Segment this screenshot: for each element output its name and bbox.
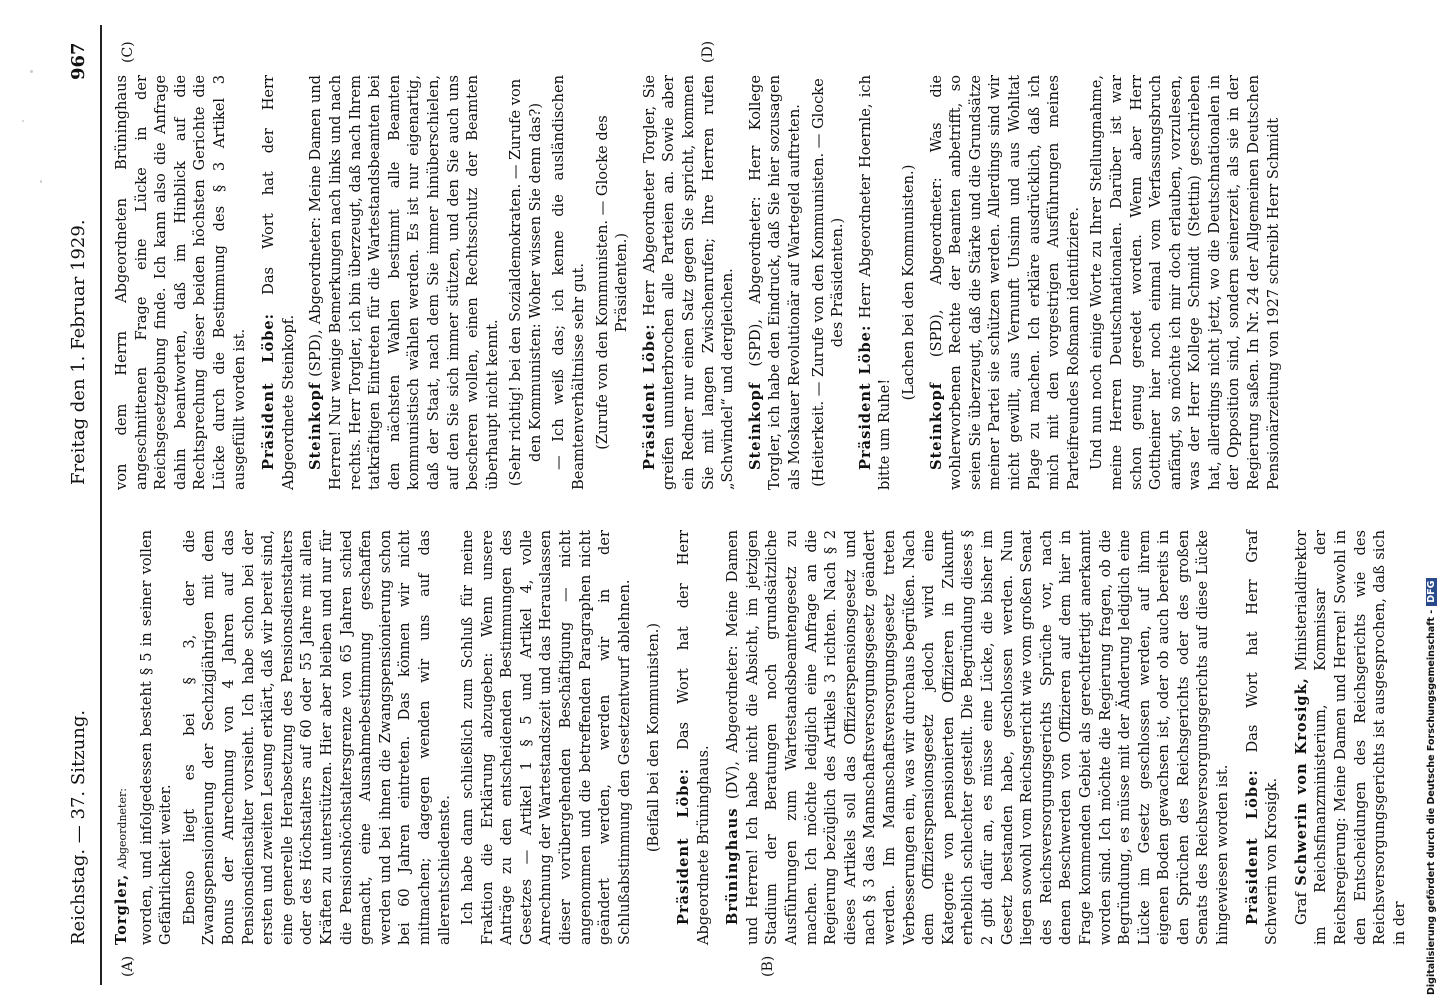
paragraph: Ebenso liegt es bei § 3, der die Zwangspensionierung der Sechzigjährigen mit dem Bonus der Anrechnung von 4 Jahren auf das Pensionsdienstalter vorsieht. Ich habe schon bei der ersten und zweiten Lesung erklärt, daß wir bereit sind, eine generelle Herabsetzung des Pensionsdienstalters oder des Höchstalters auf 60 oder 55 Jahre mit allen Kräften zu unterstützen. Hier aber bleiben und nur für die Pensionshöchstaltersgrenze von 65 Jahren schied gemacht, eine Ausnahmebestimmung geschaffen werden und bei ihnen die Zwangspensionierung schon bei 60 Jahren eintreten. Das können wir nicht mitmachen; dagegen wenden wir uns auf das allerentschiedenste. (180, 530, 453, 945)
paragraph: Und nun noch einige Worte zu Ihrer Stellungnahme, meine Herren Deutschnationalen. Darüber ist war schon genug geredet worden. Wenn aber Herr Gottheiner hier noch einmal vom Verfassungsbruch anfängt, so möchte ich mir doch erlauben, vorzulesen, was der Herr Kollege Schmidt (Stettin) geschrieben hat, allerdings nicht jetzt, wo die Deutschnationalen in der Opposition sind, sondern seinerzeit, als sie in der Regierung saßen. In Nr. 24 der Allgemeinen Deutschen Pensionärzeitung von 1927 schreibt Herr Schmidt (1088, 75, 1282, 490)
interjection: (Sehr richtig! bei den Sozialdemokraten. — Zurufe von den Kommunisten: Woher wissen Sie denn das?) (507, 78, 544, 487)
paragraph: Ich habe dann schließlich zum Schluß für meine Fraktion die Erklärung abzugeben: Wenn unsere Anträge zu den entscheidenden Bestimmungen des Gesetzes — Artikel 1 § 5 und Artikel 4, volle Anrechnung der Wartestandszeit und das Herauslassen dieser vorübergehenden Beschäftigung — nicht angenommen und die betreffenden Paragraphen nicht geändert werden, werden wir in der Schlußabstimmung den Gesetzentwurf ablehnen. (459, 530, 633, 945)
speech: Steinkopf (SPD), Abgeordneter: Was die wohlerworbenen Rechte der Beamten anbetrifft, so seien Sie überzeugt, daß die Stärke und die Grundsätze meiner Partei sie schützen werden. Allerdings sind wir nicht gewillt, aus Vernunft Unsinn und aus Wohltat Plage zu machen. Ich erkläre ausdrücklich, daß ich mich mit den vorgestrigen Ausführungen meines Parteifreundes Roßmann identifiziere. (927, 74, 1082, 490)
president-remark: Präsident Löbe: Das Wort hat Herr Graf Schwerin von Krosigk. (1243, 529, 1281, 945)
speech: Brüninghaus (DV), Abgeordneter: Meine Damen und Herren! Ich habe nicht die Absicht, im jetzigen Stadium der Beratungen noch grundsätzliche Ausführungen zum Wartestandsbeamtengesetz zu machen. Ich möchte lediglich eine Anfrage an die Regierung bezüglich des Artikels 3 richten. Nach § 2 dieses Artikels soll das Offizierspensionsgesetz und nach § 3 das Mannschaftsversorgungsgesetz geändert werden. Im Mannschaftsversorgungsgesetz treten Verbesserungen ein, was wir durchaus begrüßen. Nach dem Offizierspensionsgesetz jedoch wird eine Kategorie von pensionierten Offizieren in Zukunft erheblich schlechter gestellt. Die Begründung dieses § 2 gibt dafür an, es müsse eine Lücke, die bisher im Gesetz bestanden habe, geschlossen werden. Nun liegen sowohl vom Reichsgericht wie vom großen Senat des Reichsversorgungsgerichts Sprüche vor, nach denen Beschwerden von Offizieren auf dem hier in Frage kommenden Gebiet als gerechtfertigt anerkannt worden sind. Ich möchte die Regierung fragen, ob die Begründung, es müsse mit der Änderung lediglich eine Lücke im Gesetz geschlossen werden, auf ihrem eigenen Boden gewachsen ist, oder ob auch bereits in den Sprüchen des Reichsgerichts oder des großen Senats des Reichsversorgungsgerichts auf diese Lücke hingewiesen worden ist. (724, 529, 1232, 945)
marker-d: (D) (700, 40, 716, 63)
header-left: Reichstag. — 37. Sitzung. (68, 709, 89, 945)
interjection: (Lachen bei den Kommunisten.) (899, 164, 917, 401)
digitization-credit: Digitalisierung gefördert durch die Deutsche Forschungsgemeinschaft -DFG (1426, 578, 1437, 995)
president-remark: Präsident Löbe: Das Wort hat der Herr Abgeordnete Steinkopf. (260, 74, 297, 490)
interjection: (Zurufe von den Kommunisten. — Glocke des Präsidenten.) (593, 115, 631, 450)
dfg-logo: DFG (1426, 578, 1437, 606)
paragraph: von dem Herrn Abgeordneten Brüninghaus angeschnittenen Frage eine Lücke in der Reichsgesetzgebung finde. Ich kann also die Anfrage dahin beantworten, daß im Hinblick auf die Rechtsprechung dieser beiden höchsten Gerichte die Lücke durch die Bestimmung des § 3 Artikel 3 ausgefüllt worden ist. (113, 75, 248, 490)
right-column (112, 75, 1287, 490)
marker-a: (A) (120, 955, 136, 977)
speaker-intro: Torgler, Abgeordneter: (113, 788, 130, 945)
president-remark: Präsident Löbe: Das Wort hat der Herr Abgeordnete Brüninghaus. (675, 529, 712, 945)
president-remark: Präsident Löbe: Herr Abgeordneter Torgler, Sie greifen ununterbrochen alle Parteien an. Sowie aber ein Redner nur einen Satz gegen Sie spricht, kommen Sie mit langen Zwischenrufen; Ihre Herren rufen „Schwindel“ und dergleichen. (640, 74, 737, 490)
speech: Graf Schwerin von Krosigk, Ministerialdirektor im Reichsfinanzministerium, Kommissar der Reichsregierung: Meine Damen und Herren! Sowohl in den Entscheidungen des Reichsgerichts wie des Reichsversorgungsgerichts ist ausgesprochen, daß sich in der (1292, 529, 1408, 945)
speech: Steinkopf (SPD), Abgeordneter: Herr Kollege Torgler, ich habe den Eindruck, daß Sie hier sozusagen als Moskauer Revolutionär auf Wartegeld auftreten. (746, 74, 803, 490)
page-number: 967 (68, 42, 89, 80)
speech: Steinkopf (SPD), Abgeordneter: Meine Damen und Herren! Nur wenige Bemerkungen nach links und nach rechts. Herr Torgler, ich bin überzeugt, daß nach Ihrem tatkräftigen Eintreten für die Wartestandsbeamten bei den nächsten Wahlen bestimmt alle Beamten kommunistisch wählen werden. Es ist nur eigenartig, daß der Staat, nach dem Sie immer hinüberschielen, auf den Sie sich immer stützen, und den Sie auch uns bescheren wollen, einen Rechtsschutz der Beamten überhaupt nicht kennt. (307, 74, 501, 490)
interjection: (Heiterkeit. — Zurufe von den Kommunisten. — Glocke des Präsidenten.) (809, 78, 847, 487)
paragraph: — Ich weiß das; ich kenne die ausländischen Beamtenverhältnisse sehr gut. (550, 75, 588, 490)
president-remark: Präsident Löbe: Herr Abgeordneter Hoernle, ich bitte um Ruhe! (856, 74, 894, 490)
page-header (60, 25, 100, 985)
marker-c: (C) (120, 41, 136, 63)
applause-note: (Beifall bei den Kommunisten.) (645, 622, 663, 853)
header-rule (100, 25, 102, 985)
left-column (112, 530, 1413, 945)
paragraph: worden, und infolgedessen besteht § 5 in seiner vollen Gefährlichkeit weiter. (137, 530, 175, 945)
rotated-document-page (60, 25, 1408, 985)
marker-b: (B) (760, 955, 776, 977)
header-date: Freitag den 1. Februar 1929. (68, 219, 89, 485)
